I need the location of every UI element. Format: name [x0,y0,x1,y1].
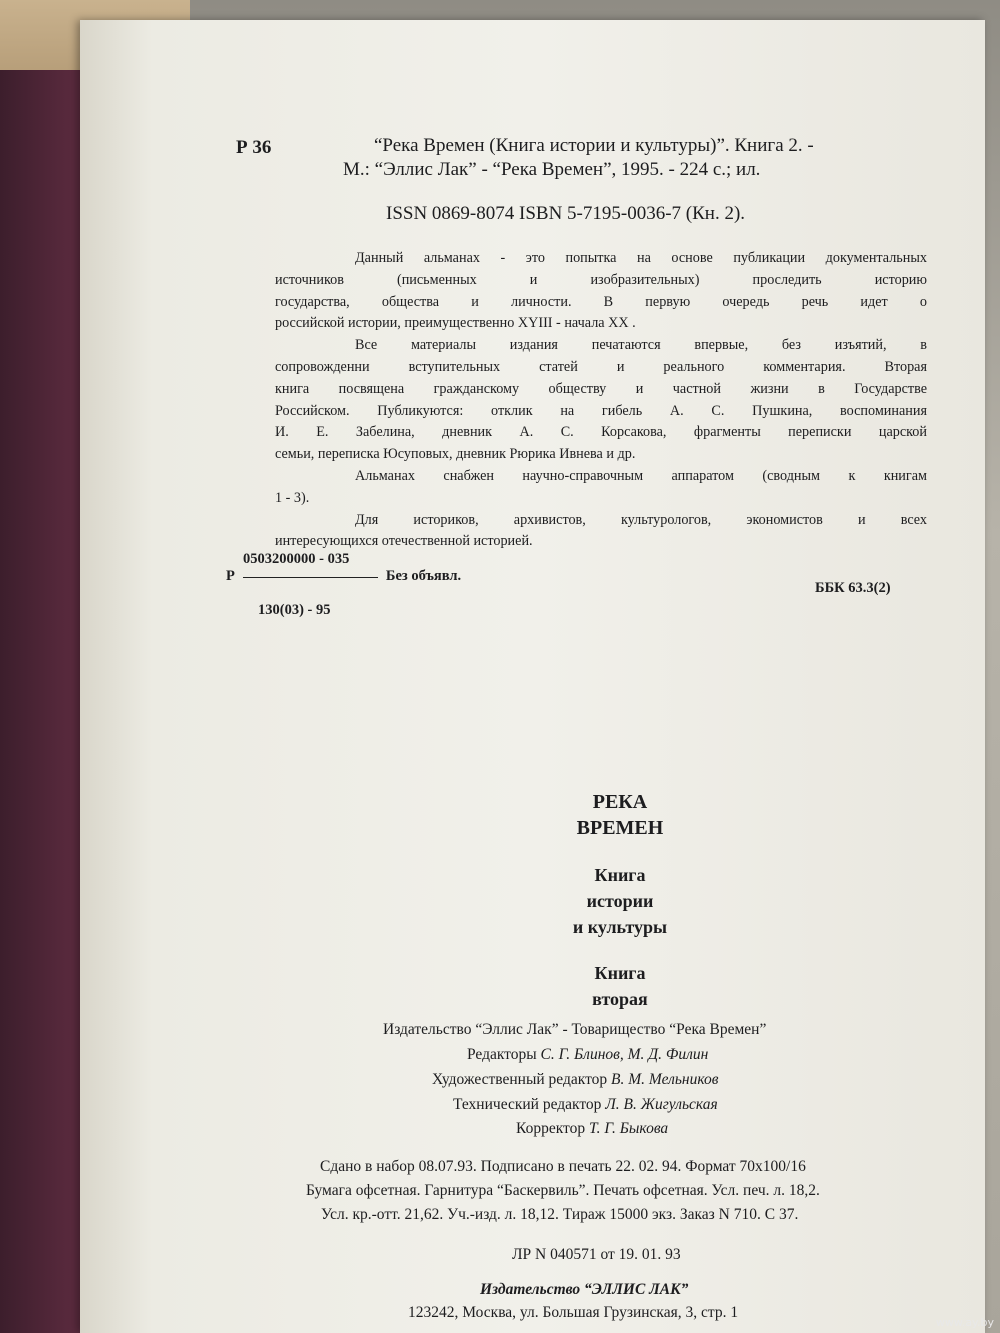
subtitle-line: истории [586,891,654,911]
volume-line: вторая [592,989,648,1009]
publisher-credit: Издательство “Эллис Лак” - Товарищество “Река Времен” [383,1021,767,1038]
code-letter: Р [226,568,235,584]
abstract-line: российской истории, преимущественно XYIII - начала XX . [275,315,636,332]
code-row [226,568,461,585]
book-subtitle [550,862,690,940]
isbn-line: ISSN 0869-8074 ISBN 5-7195-0036-7 (Кн. 2). [386,203,746,224]
header-line-1: “Река Времен (Книга истории и культуры)”. Книга 2. - [374,135,814,156]
abstract-line: источников (письменных и изобразительных) проследить историю [275,271,927,288]
corrector-label: Корректор [516,1120,586,1137]
book-volume [550,960,690,1012]
corrector-name: Т. Г. Быкова [588,1120,669,1137]
site-watermark: www.ay.by [935,1316,994,1329]
tech-editor-name: Л. В. Жигульская [605,1096,718,1113]
abstract-line: Все материалы издания печатаются впервые, без изъятий, в [355,337,927,354]
header-line-2: М.: “Эллис Лак” - “Река Времен”, 1995. - 224 с.; ил. [343,159,761,180]
imprint-line: Сдано в набор 08.07.93. Подписано в печать 22. 02. 94. Формат 70х100/16 [320,1158,806,1175]
title-line: РЕКА [592,791,648,813]
abstract-line: семьи, переписка Юсуповых, дневник Рюрика Ивнева и др. [275,446,636,463]
art-editor-credit [432,1071,719,1089]
abstract-line: Российском. Публикуются: отклик на гибель А. С. Пушкина, воспоминания [275,402,927,419]
abstract-line: книга посвящена гражданскому обществу и частной жизни в Государстве [275,380,927,397]
abstract-line: И. Е. Забелина, дневник А. С. Корсакова, фрагменты переписки царской [275,424,927,441]
code-top: 0503200000 - 035 [243,551,350,567]
abstract-line: сопровожденни вступительных статей и реального комментария. Вторая [275,358,927,375]
subtitle-line: Книга [594,865,646,885]
tech-editor-label: Технический редактор [453,1096,602,1113]
abstract-line: Альманах снабжен научно-справочным аппаратом (сводным к книгам [355,467,927,484]
corrector-credit [516,1120,668,1138]
title-line: ВРЕМЕН [576,817,664,839]
imprint-line: Бумага офсетная. Гарнитура “Баскервиль”. Печать офсетная. Усл. печ. л. 18,2. [306,1182,820,1199]
no-ad-label: Без объявл. [385,568,462,584]
art-editor-name: В. М. Мельников [611,1071,719,1088]
code-underline [243,577,378,578]
tech-editor-credit [453,1096,718,1114]
subtitle-line: и культуры [572,917,668,937]
abstract [275,248,927,553]
publisher-address: 123242, Москва, ул. Большая Грузинская, 3, стр. 1 [408,1304,739,1321]
imprint-line: Усл. кр.-отт. 21,62. Уч.-изд. л. 18,12. Тираж 15000 экз. Заказ N 710. С 37. [321,1206,799,1223]
abstract-line: интересующихся отечественной историей. [275,533,533,550]
abstract-line: 1 - 3). [275,489,310,506]
art-editor-label: Художественный редактор [432,1071,608,1088]
book-title [550,789,690,841]
license-line: ЛР N 040571 от 19. 01. 93 [512,1246,681,1263]
abstract-line: государства, общества и личности. В первую очередь речь идет о [275,293,927,310]
catalog-code: Р 36 [236,137,272,158]
editors-credit [467,1046,708,1064]
editors-names: С. Г. Блинов, М. Д. Филин [540,1046,709,1063]
editors-label: Редакторы [467,1046,537,1063]
abstract-line: Данный альманах - это попытка на основе публикации документальных [355,250,927,266]
code-bottom: 130(03) - 95 [258,602,331,618]
abstract-line: Для историков, архивистов, культурологов, экономистов и всех [355,511,927,528]
bbk-code: ББК 63.3(2) [815,580,891,596]
volume-line: Книга [594,963,646,983]
publisher-imprint: Издательство “ЭЛЛИС ЛАК” [480,1281,689,1298]
